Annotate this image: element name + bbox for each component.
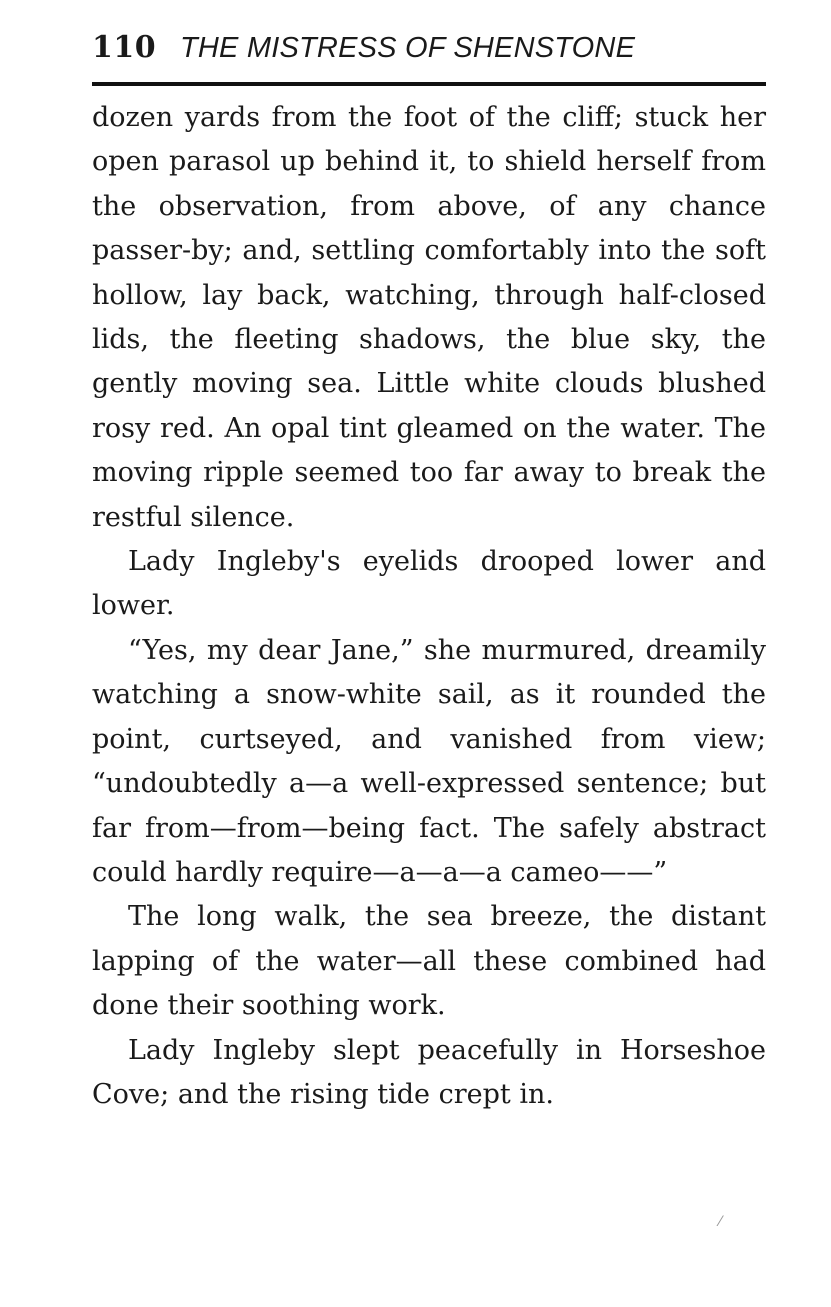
body-text [92,96,766,1117]
book-page [92,30,766,1117]
page-number: 110 [92,30,157,65]
scan-speck: ⁄ [719,1214,722,1230]
paragraph: The long walk, the sea breeze, the distant lapping of the water—all these combined had done their soothing work. [92,901,766,1022]
running-title: THE MISTRESS OF SHENSTONE [180,32,636,64]
header-rule [92,82,766,86]
paragraph: dozen yards from the foot of the cliff; stuck her open parasol up behind it, to shield herself from the observation, from above, of any chance passer-by; and, settling comfortably into the soft hollow, lay back, watching, through half-closed lids, the fleeting shadows, the blue sky, the gently moving sea. Little white clouds blushed rosy red. An opal tint gleamed on the water. The moving ripple seemed too far away to break the restful silence. [92,102,766,533]
paragraph: Lady Ingleby slept peacefully in Horseshoe Cove; and the rising tide crept in. [92,1034,766,1110]
paragraph: Lady Ingleby's eyelids drooped lower and lower. [92,546,766,622]
page-header [92,30,766,74]
paragraph: “Yes, my dear Jane,” she murmured, dreamily watching a snow-white sail, as it rounded the point, curtseyed, and vanished from view; “undoubtedly a—a well-expressed sentence; but far from—from—being fact. The safely abstract could hardly require—a—a—a cameo——” [92,634,766,888]
